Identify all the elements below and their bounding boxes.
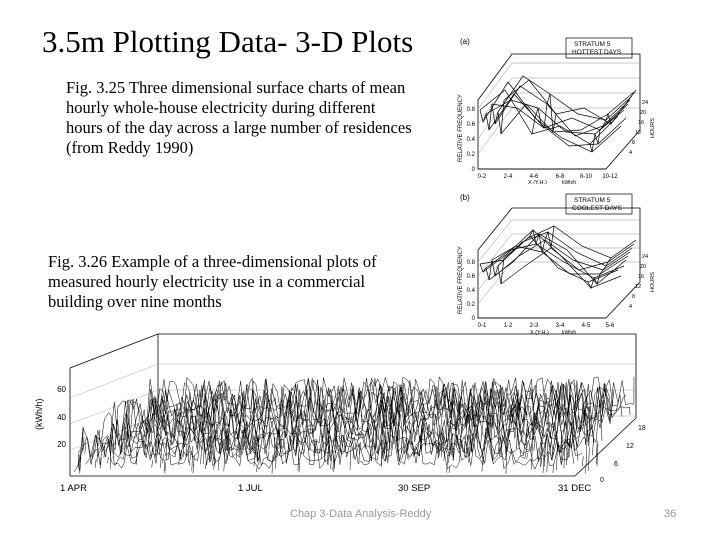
fig-b-xlabel-unit: kWh/h: [562, 330, 577, 336]
fig-c-spike: [213, 441, 214, 458]
fig-a-ztick: 12: [635, 130, 642, 136]
fig-c-ridge-line: [109, 394, 598, 449]
fig-c-xtick: 1 APR: [60, 483, 87, 494]
fig-b-ytick: 0: [471, 316, 475, 322]
fig-c-spike: [108, 457, 109, 463]
fig-a-ztick: 24: [642, 100, 649, 106]
fig-a-surface-lines: [480, 76, 636, 152]
fig-c-xtick: 31 DEC: [558, 483, 592, 494]
figure-3-26-commercial-building: [30, 326, 670, 500]
fig-c-ylabel: (kWh/h): [34, 398, 44, 430]
fig-b-zlabel: HOURS: [650, 272, 656, 292]
fig-a-ztick: 4: [629, 150, 633, 156]
fig-c-spike: [151, 434, 152, 447]
fig-a-panel-label: (a): [460, 37, 470, 46]
fig-a-ztick: 8: [632, 140, 636, 146]
fig-a-gridlines: [478, 63, 640, 154]
fig-c-spike: [211, 430, 212, 448]
fig-c-spike: [449, 439, 450, 463]
fig-c-xtick: 30 SEP: [398, 483, 431, 494]
fig-b-xtick: 4-5: [581, 323, 591, 329]
fig-b-panel-label: (b): [460, 193, 470, 202]
fig-b-xtick: 5-6: [605, 323, 615, 329]
fig-a-ylabel: RELATIVE FREQUENCY: [458, 94, 464, 162]
fig-b-ylabel: RELATIVE FREQUENCY: [458, 246, 464, 314]
fig-c-ytick: 20: [57, 440, 66, 449]
fig-c-spike: [95, 459, 96, 468]
fig-c-spike: [218, 457, 219, 471]
fig-c-spike: [447, 456, 448, 473]
fig-c-spike: [547, 452, 548, 473]
fig-c-spike: [272, 455, 273, 474]
fig-c-spike: [190, 454, 191, 466]
footer-text: Chap 3-Data Analysis-Reddy: [290, 508, 432, 520]
fig-a-ztick: 16: [638, 120, 645, 126]
fig-b-ztick: 24: [642, 254, 649, 260]
fig-b-ztick: 4: [629, 304, 633, 310]
fig-c-spike: [152, 460, 153, 468]
fig-c-ytick: 60: [57, 385, 66, 394]
fig-c-ztick: 6: [614, 461, 618, 468]
fig-c-spike: [236, 444, 237, 459]
fig-a-ytick: 0.4: [466, 137, 475, 143]
page-number: 36: [664, 508, 677, 520]
fig-b-ztick: 12: [635, 284, 642, 290]
fig-a-xlabel-unit: kWh/h: [562, 180, 577, 184]
fig-a-xtick: 0-2: [477, 174, 487, 180]
fig-c-spike: [256, 452, 257, 458]
fig-b-ytick: 0.4: [466, 288, 475, 294]
figure-3-26-surface-plot: [30, 326, 670, 500]
fig-c-spike: [224, 456, 225, 472]
slide-title: 3.5m Plotting Data- 3-D Plots: [42, 24, 414, 59]
fig-a-xtick: 10-12: [602, 174, 618, 180]
fig-c-spike: [527, 453, 528, 459]
fig-a-ytick: 0.8: [466, 107, 475, 113]
fig-b-legend-line2: COOLEST DAYS: [572, 205, 622, 212]
fig-a-ytick: 0.2: [466, 152, 475, 158]
fig-c-spike: [164, 460, 165, 471]
fig-c-spike: [564, 442, 565, 469]
fig-b-ztick: 20: [640, 264, 647, 270]
fig-c-xtick: 1 JUL: [238, 483, 263, 494]
fig-c-ytick: 40: [57, 413, 66, 422]
fig-c-ztick: 18: [638, 425, 646, 432]
fig-c-spike: [215, 458, 216, 465]
fig-a-ytick: 0.6: [466, 122, 475, 128]
fig-a-legend-line2: HOTTEST DAYS: [572, 49, 622, 56]
fig-c-spike: [192, 446, 193, 471]
fig-a-xtick: 6-8: [555, 174, 565, 180]
caption-fig-3-25: Fig. 3.25 Three dimensional surface charts of mean hourly whole-house electricity during different hours of the day across a large number of residences (from Reddy 1990): [66, 78, 412, 157]
fig-b-ytick: 0.6: [466, 274, 475, 280]
fig-b-legend-line1: STRATUM 5: [574, 197, 611, 204]
figure-a-hottest-days: [450, 34, 680, 184]
fig-b-xtick: 2-3: [529, 323, 539, 329]
fig-b-xtick: 1-2: [503, 323, 513, 329]
fig-c-spike: [163, 454, 164, 464]
fig-c-spike: [543, 460, 544, 474]
fig-a-xtick: 2-4: [503, 174, 513, 180]
fig-c-ztick: 12: [626, 443, 634, 450]
fig-c-spike: [179, 450, 180, 465]
fig-c-spike: [588, 447, 589, 471]
fig-c-spike: [582, 456, 583, 466]
fig-c-spike: [201, 446, 202, 464]
fig-b-ztick: 8: [632, 294, 636, 300]
fig-c-spike: [205, 462, 206, 469]
fig-c-spike: [353, 447, 354, 458]
fig-c-ztick: 0: [600, 477, 604, 484]
fig-a-xtick: 8-10: [579, 174, 593, 180]
fig-b-ytick: 0.8: [466, 260, 475, 266]
fig-c-spike: [526, 423, 527, 447]
fig-a-ztick: 20: [640, 110, 647, 116]
fig-b-xlabel: X (Y.H.): [530, 330, 549, 336]
fig-b-frame: [478, 208, 640, 318]
fig-c-spike: [399, 430, 400, 447]
fig-a-zlabel: HOURS: [650, 118, 656, 138]
fig-a-ytick: 0: [471, 167, 475, 173]
fig-c-spike: [268, 451, 269, 458]
fig-b-xtick: 0-1: [477, 323, 487, 329]
fig-b-surface-lines: [480, 226, 636, 288]
fig-a-xlabel: X (Y.H.): [528, 180, 547, 184]
figure-b-surface-chart: [450, 190, 680, 340]
fig-a-legend-line1: STRATUM 5: [574, 41, 611, 48]
figure-a-surface-chart: [450, 34, 680, 184]
fig-b-ytick: 0.2: [466, 302, 475, 308]
fig-c-spike: [299, 463, 300, 473]
fig-c-spike: [333, 456, 334, 470]
fig-c-spike: [593, 437, 594, 455]
fig-c-spike: [534, 438, 535, 451]
caption-fig-3-26: Fig. 3.26 Example of a three-dimensional plots of measured hourly electricity use in a commercial building over nine months: [48, 252, 377, 311]
fig-c-spike: [465, 434, 466, 453]
figure-b-coolest-days: [450, 190, 680, 340]
fig-b-xtick: 3-4: [555, 323, 565, 329]
fig-c-spike: [557, 444, 558, 470]
fig-c-spike: [350, 447, 351, 470]
fig-a-xtick: 4-6: [529, 174, 539, 180]
fig-c-spike: [517, 429, 518, 450]
fig-b-ztick: 16: [638, 274, 645, 280]
fig-c-spike: [344, 441, 345, 451]
fig-c-spike: [165, 463, 166, 474]
fig-c-spike: [83, 437, 84, 450]
